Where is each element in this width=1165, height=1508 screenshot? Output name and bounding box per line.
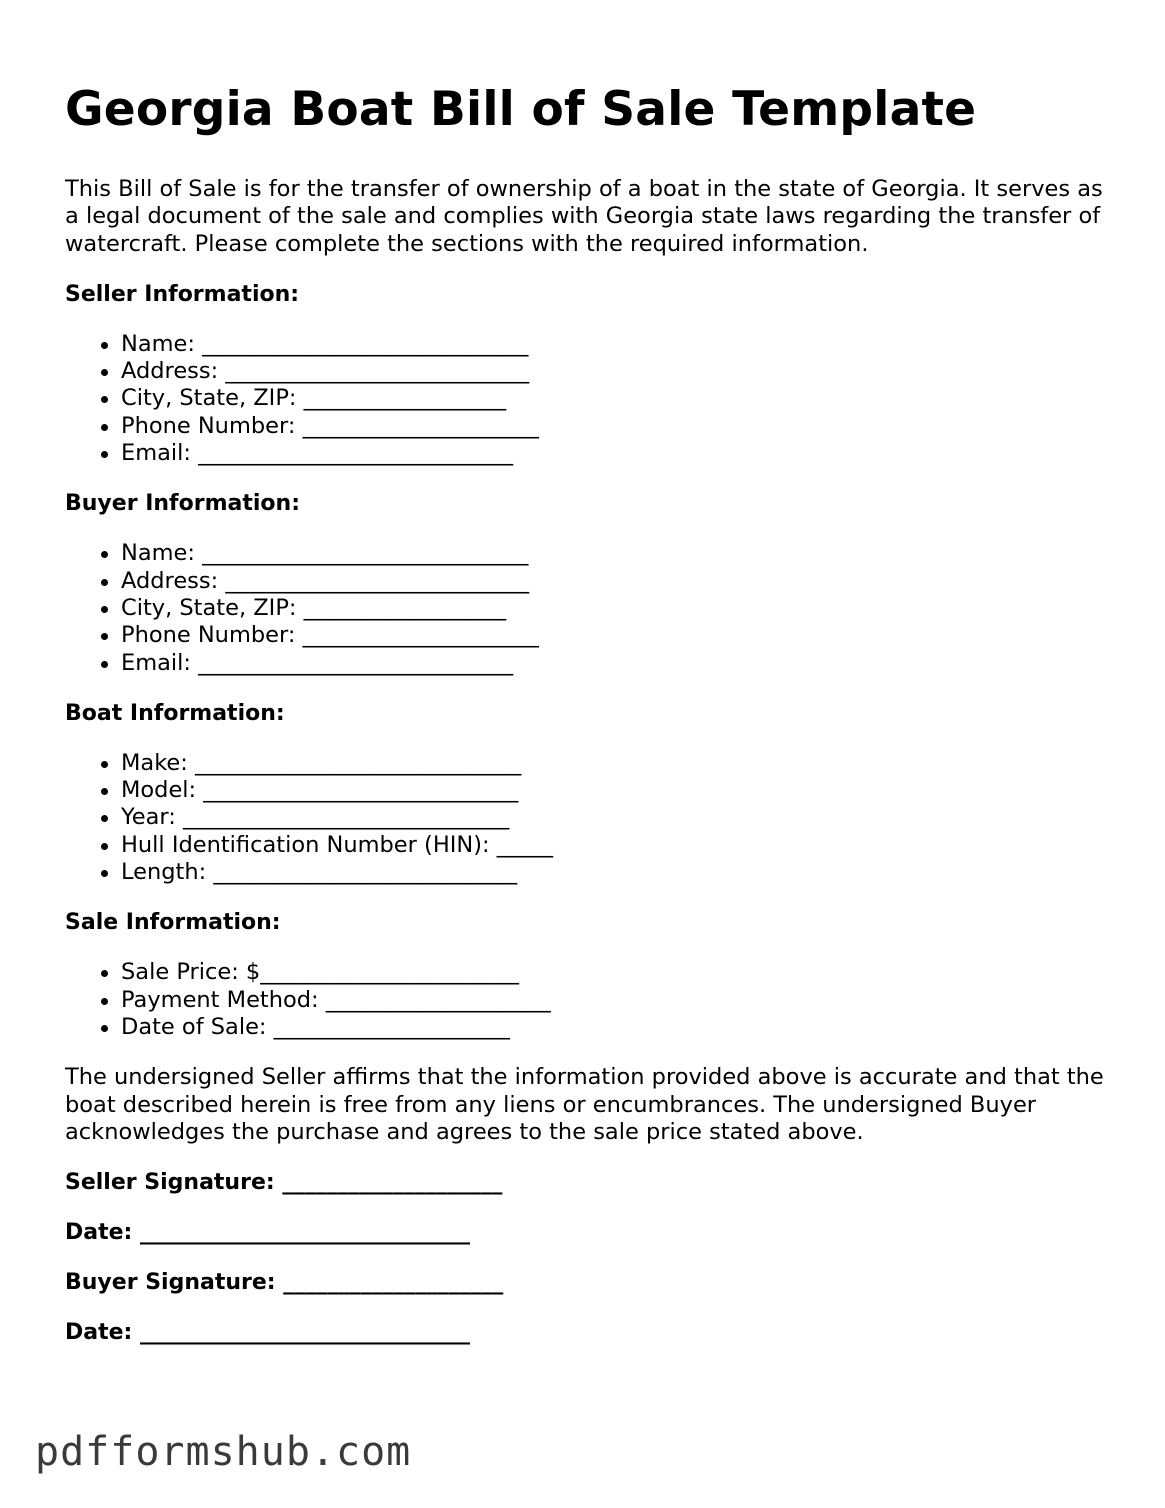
buyer-heading: Buyer Information: xyxy=(65,491,300,517)
seller-phone-field[interactable]: Phone Number: _____________________ xyxy=(65,413,1115,440)
buyer-email-field[interactable]: Email: ____________________________ xyxy=(65,650,1115,677)
boat-list xyxy=(65,750,1115,886)
seller-email-field[interactable]: Email: ____________________________ xyxy=(65,440,1115,467)
buyer-name-field[interactable]: Name: _____________________________ xyxy=(65,540,1115,567)
buyer-section xyxy=(65,490,1115,676)
seller-address-field[interactable]: Address: ___________________________ xyxy=(65,358,1115,385)
sale-list xyxy=(65,959,1115,1041)
sale-section xyxy=(65,909,1115,1041)
seller-name-field[interactable]: Name: _____________________________ xyxy=(65,331,1115,358)
buyer-address-field[interactable]: Address: ___________________________ xyxy=(65,568,1115,595)
sale-heading: Sale Information: xyxy=(65,910,281,936)
intro-paragraph: This Bill of Sale is for the transfer of ownership of a boat in the state of Georgia. It serves as a legal document of the sale and complies with Georgia state laws regarding the transfer of watercraft. Please complete the sections with the required information. xyxy=(65,176,1103,257)
seller-signature-field[interactable]: Seller Signature: ____________________ xyxy=(65,1170,503,1196)
page-title: Georgia Boat Bill of Sale Template xyxy=(65,82,977,137)
boat-year-field[interactable]: Year: _____________________________ xyxy=(65,804,1115,831)
seller-date-field[interactable]: Date: ______________________________ xyxy=(65,1220,471,1246)
boat-length-field[interactable]: Length: ___________________________ xyxy=(65,859,1115,886)
seller-list xyxy=(65,331,1115,467)
buyer-city-state-zip-field[interactable]: City, State, ZIP: __________________ xyxy=(65,595,1115,622)
boat-section xyxy=(65,700,1115,886)
buyer-phone-field[interactable]: Phone Number: _____________________ xyxy=(65,622,1115,649)
sale-price-field[interactable]: Sale Price: $_______________________ xyxy=(65,959,1115,986)
buyer-date-field[interactable]: Date: ______________________________ xyxy=(65,1320,471,1346)
boat-hin-field[interactable]: Hull Identification Number (HIN): _____ xyxy=(65,832,1115,859)
payment-method-field[interactable]: Payment Method: ____________________ xyxy=(65,987,1115,1014)
seller-heading: Seller Information: xyxy=(65,281,300,307)
seller-city-state-zip-field[interactable]: City, State, ZIP: __________________ xyxy=(65,385,1115,412)
document-page xyxy=(65,78,1115,1369)
boat-make-field[interactable]: Make: _____________________________ xyxy=(65,750,1115,777)
buyer-list xyxy=(65,540,1115,676)
date-of-sale-field[interactable]: Date of Sale: _____________________ xyxy=(65,1014,1115,1041)
affirmation-paragraph: The undersigned Seller affirms that the information provided above is accurate and that the boat described herein is free from any liens or encumbrances. The undersigned Buyer acknowledges the purchase and agrees to the sale price stated above. xyxy=(65,1064,1104,1145)
buyer-signature-field[interactable]: Buyer Signature: ____________________ xyxy=(65,1270,504,1296)
seller-section xyxy=(65,281,1115,467)
boat-heading: Boat Information: xyxy=(65,700,285,726)
boat-model-field[interactable]: Model: ____________________________ xyxy=(65,777,1115,804)
watermark: pdfformshub.com xyxy=(35,1429,412,1475)
